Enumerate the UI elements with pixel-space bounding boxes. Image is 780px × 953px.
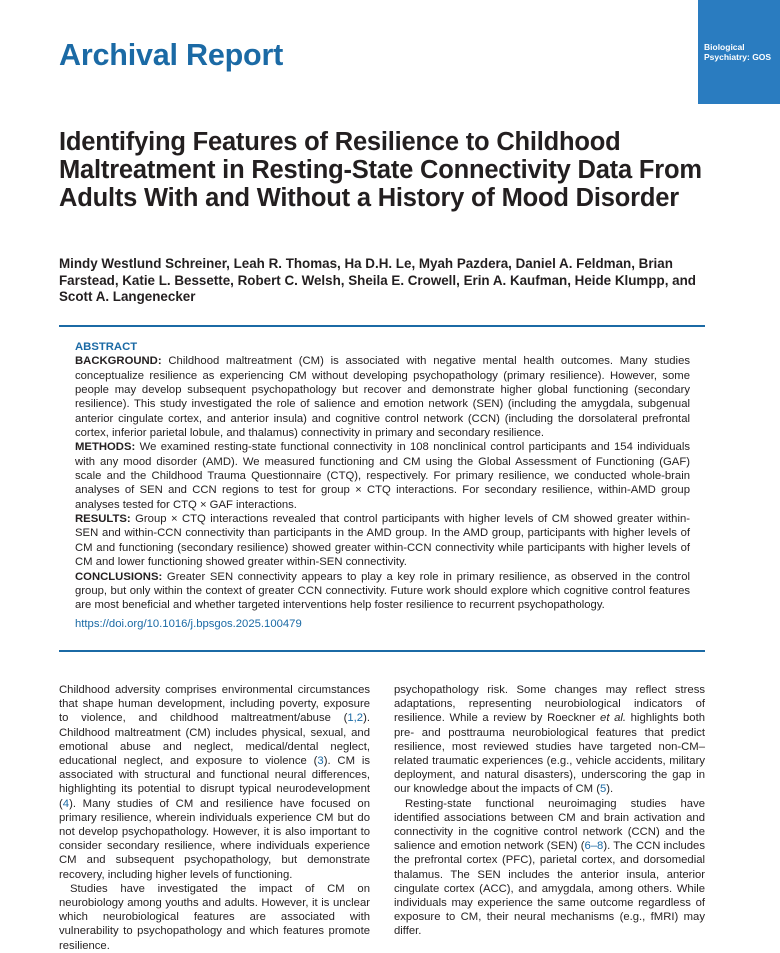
text-run: Resting-state functional neuroimaging studies have identified associations between CM and brain activation and connectivity in the cognitive control network (CCN) and the salience and emotion network (SEN) (	[394, 797, 705, 853]
text-run: ). The CCN includes the prefrontal cortex (PFC), parietal cortex, and dorsomedial thalamus. The SEN includes the anterior insula, anterior cingulate cortex (ACC), and amygdala, among others. While individuals may experience the same outcome regardless of exposure to CM, their neural mechanisms (e.g., fMRI) may differ.	[394, 840, 705, 938]
paragraph	[394, 797, 705, 939]
background-text: Childhood maltreatment (CM) is associated with negative mental health outcomes. Many studies conceptualize resilience as experiencing CM without developing psychopathology (primary resilience). However, some people may develop subsequent psychopathology but recover and demonstrate higher global functioning (secondary resilience). This study investigated the role of salience and emotion network (SEN) (including the amygdala, subgenual anterior cingulate cortex, and anterior insula) and cognitive control network (CCN) (including the dorsolateral prefrontal cortex, inferior parietal lobule, and thalamus) connectivity in primary and secondary resilience.	[75, 355, 690, 440]
abstract-heading: ABSTRACT	[75, 341, 138, 353]
text-run: ). Many studies of CM and resilience have focused on primary resilience, wherein individuals experience CM but do not develop psychopathology. However, it is also important to consider secondary resilience, where individuals experience CM and subsequent psychopathology, but demonstrate recovery, including higher levels of functioning.	[59, 797, 370, 881]
text-run: ). Childhood maltreatment (CM) includes physical, sexual, and emotional abuse and neglect, medical/dental neglect, educational neglect, and exposure to violence (	[59, 712, 370, 768]
results-text: Group × CTQ interactions revealed that control participants with higher levels of CM showed greater within-SEN and within-CCN connectivity than participants in the AMD group. In the AMD group, participants with higher levels of CM and functioning (secondary resilience) showed greater within-CCN connectivity while participants with higher levels of CM and lower functioning showed greater within-SEN connectivity.	[75, 513, 690, 569]
methods-label: METHODS:	[75, 441, 136, 454]
reference-link[interactable]: 6–8	[584, 840, 604, 853]
paragraph: Studies have investigated the impact of CM on neurobiology among youths and adults. However, it is unclear which neurobiological features are associated with vulnerability to psychopathology and which features promote resilience.	[59, 882, 370, 952]
journal-badge[interactable]	[698, 0, 780, 104]
abstract-background	[75, 354, 690, 440]
paragraph	[59, 683, 370, 882]
article-title: Identifying Features of Resilience to Childhood Maltreatment in Resting-State Connectivity Data From Adults With and Without a History of Mood Disorder	[59, 128, 702, 212]
reference-link[interactable]: 3	[317, 755, 324, 768]
doi-link[interactable]: https://doi.org/10.1016/j.bpsgos.2025.100479	[75, 617, 302, 630]
text-run: et al.	[600, 712, 627, 725]
section-label: Archival Report	[59, 38, 284, 72]
conclusions-label: CONCLUSIONS:	[75, 570, 163, 583]
text-run: highlights both pre- and posttrauma neurobiological features that predict resilience, most reviewed studies have targeted non-CM–related traumatic experiences (e.g., vehicle accidents, military deployment, and natural disasters), underscoring the gap in our knowledge about the impacts of CM (	[394, 712, 705, 796]
results-label: RESULTS:	[75, 513, 131, 526]
text-run: ).	[606, 783, 614, 796]
abstract-top-rule	[59, 325, 705, 327]
methods-text: We examined resting-state functional connectivity in 108 nonclinical control participants and 154 individuals with any mood disorder (AMD). We measured functioning and CM using the Global Assessment of Functioning (GAF) scale and the Childhood Trauma Questionnaire (CTQ), respectively. For primary resilience, we conducted whole-brain analyses of SEN and CCN regions to test for group × CTQ interactions. For secondary resilience, within-AMD group analyses tested for CTQ × GAF interactions.	[75, 441, 690, 511]
abstract-methods	[75, 440, 690, 512]
journal-name: Biological Psychiatry: GOS	[704, 42, 772, 62]
text-run: Childhood adversity comprises environmental circumstances that shape human development, including poverty, exposure to violence, and childhood maltreatment/abuse (	[59, 684, 370, 725]
reference-link[interactable]: 5	[599, 783, 607, 796]
conclusions-text: Greater SEN connectivity appears to play a key role in primary resilience, as observed in the control group, but only within the context of greater CCN connectivity. Future work should explore which cognitive control features are most beneficial and whether targeted interventions help foster resilience to recurrent psychopathology.	[75, 570, 690, 612]
abstract-block	[75, 340, 690, 631]
body-column-right	[394, 683, 705, 939]
author-list: Mindy Westlund Schreiner, Leah R. Thomas, Ha D.H. Le, Myah Pazdera, Daniel A. Feldman, Brian Farstead, Katie L. Bessette, Robert C. Welsh, Sheila E. Crowell, Erin A. Kaufman, Heide Klumpp, and Scott A. Langenecker	[59, 256, 696, 305]
abstract-results	[75, 512, 690, 569]
abstract-conclusions	[75, 570, 690, 613]
reference-link[interactable]: 4	[62, 797, 70, 810]
paragraph	[394, 683, 705, 797]
background-label: BACKGROUND:	[75, 355, 162, 368]
abstract-bottom-rule	[59, 650, 705, 652]
reference-link[interactable]: 1,2	[347, 712, 364, 725]
body-column-left	[59, 683, 370, 953]
text-run: psychopathology risk. Some changes may reflect stress adaptations, representing neurobiological indicators of resilience. While a review by Roeckner	[394, 684, 705, 725]
text-run: ). CM is associated with structural and functional neural differences, highlighting its potential to disrupt typical neurodevelopment (	[59, 755, 371, 810]
